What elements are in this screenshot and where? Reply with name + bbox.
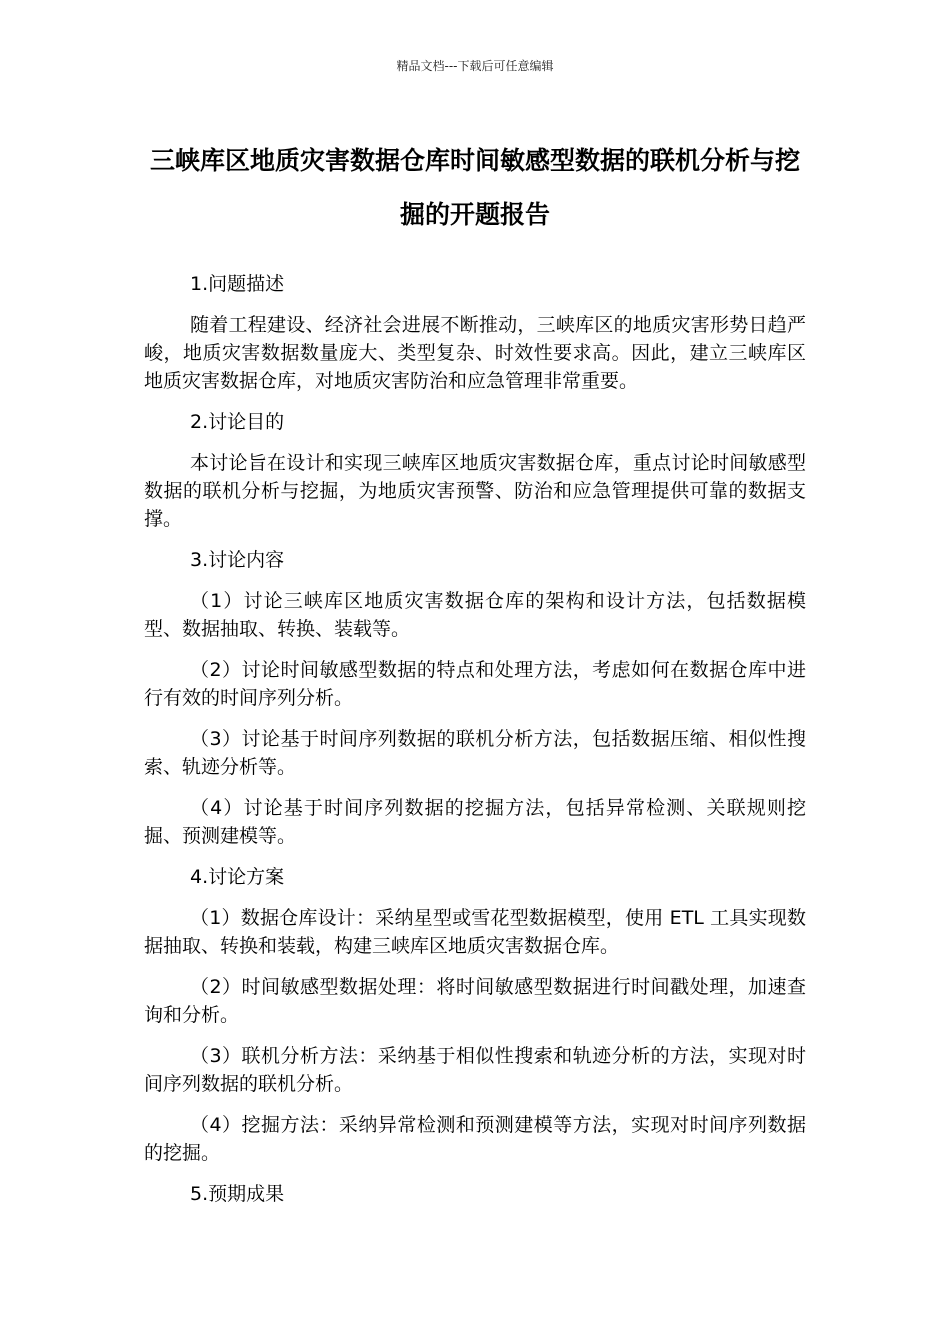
section-heading: 3.讨论内容 bbox=[190, 549, 285, 571]
list-item: （1）数据仓库设计：采纳星型或雪花型数据模型，使用 ETL 工具实现数据抽取、转换和装载，构建三峡库区地质灾害数据仓库。 bbox=[144, 907, 806, 957]
list-item: （4）讨论基于时间序列数据的挖掘方法，包括异常检测、关联规则挖掘、预测建模等。 bbox=[144, 797, 806, 847]
document-body bbox=[144, 270, 806, 1221]
section-heading: 5.预期成果 bbox=[190, 1183, 285, 1205]
section-heading: 4.讨论方案 bbox=[190, 866, 285, 888]
header-note: 精品文档---下载后可任意编辑 bbox=[396, 59, 554, 73]
section-heading: 2.讨论目的 bbox=[190, 411, 285, 433]
list-item: （3）联机分析方法：采纳基于相似性搜索和轨迹分析的方法，实现对时间序列数据的联机分析。 bbox=[144, 1045, 806, 1095]
list-item: （2）讨论时间敏感型数据的特点和处理方法，考虑如何在数据仓库中进行有效的时间序列分析。 bbox=[144, 659, 806, 709]
list-item: （1）讨论三峡库区地质灾害数据仓库的架构和设计方法，包括数据模型、数据抽取、转换、装载等。 bbox=[144, 590, 806, 640]
list-item: （4）挖掘方法：采纳异常检测和预测建模等方法，实现对时间序列数据的挖掘。 bbox=[144, 1114, 806, 1164]
document-title: 三峡库区地质灾害数据仓库时间敏感型数据的联机分析与挖掘的开题报告 bbox=[149, 146, 800, 229]
paragraph: 本讨论旨在设计和实现三峡库区地质灾害数据仓库，重点讨论时间敏感型数据的联机分析与挖掘，为地质灾害预警、防治和应急管理提供可靠的数据支撑。 bbox=[144, 452, 806, 530]
list-item: （2）时间敏感型数据处理：将时间敏感型数据进行时间戳处理，加速查询和分析。 bbox=[144, 976, 806, 1026]
list-item: （3）讨论基于时间序列数据的联机分析方法，包括数据压缩、相似性搜索、轨迹分析等。 bbox=[144, 728, 806, 778]
section-heading: 1.问题描述 bbox=[190, 273, 285, 295]
paragraph: 随着工程建设、经济社会进展不断推动，三峡库区的地质灾害形势日趋严峻，地质灾害数据数量庞大、类型复杂、时效性要求高。因此，建立三峡库区地质灾害数据仓库，对地质灾害防治和应急管理非常重要。 bbox=[144, 314, 806, 392]
